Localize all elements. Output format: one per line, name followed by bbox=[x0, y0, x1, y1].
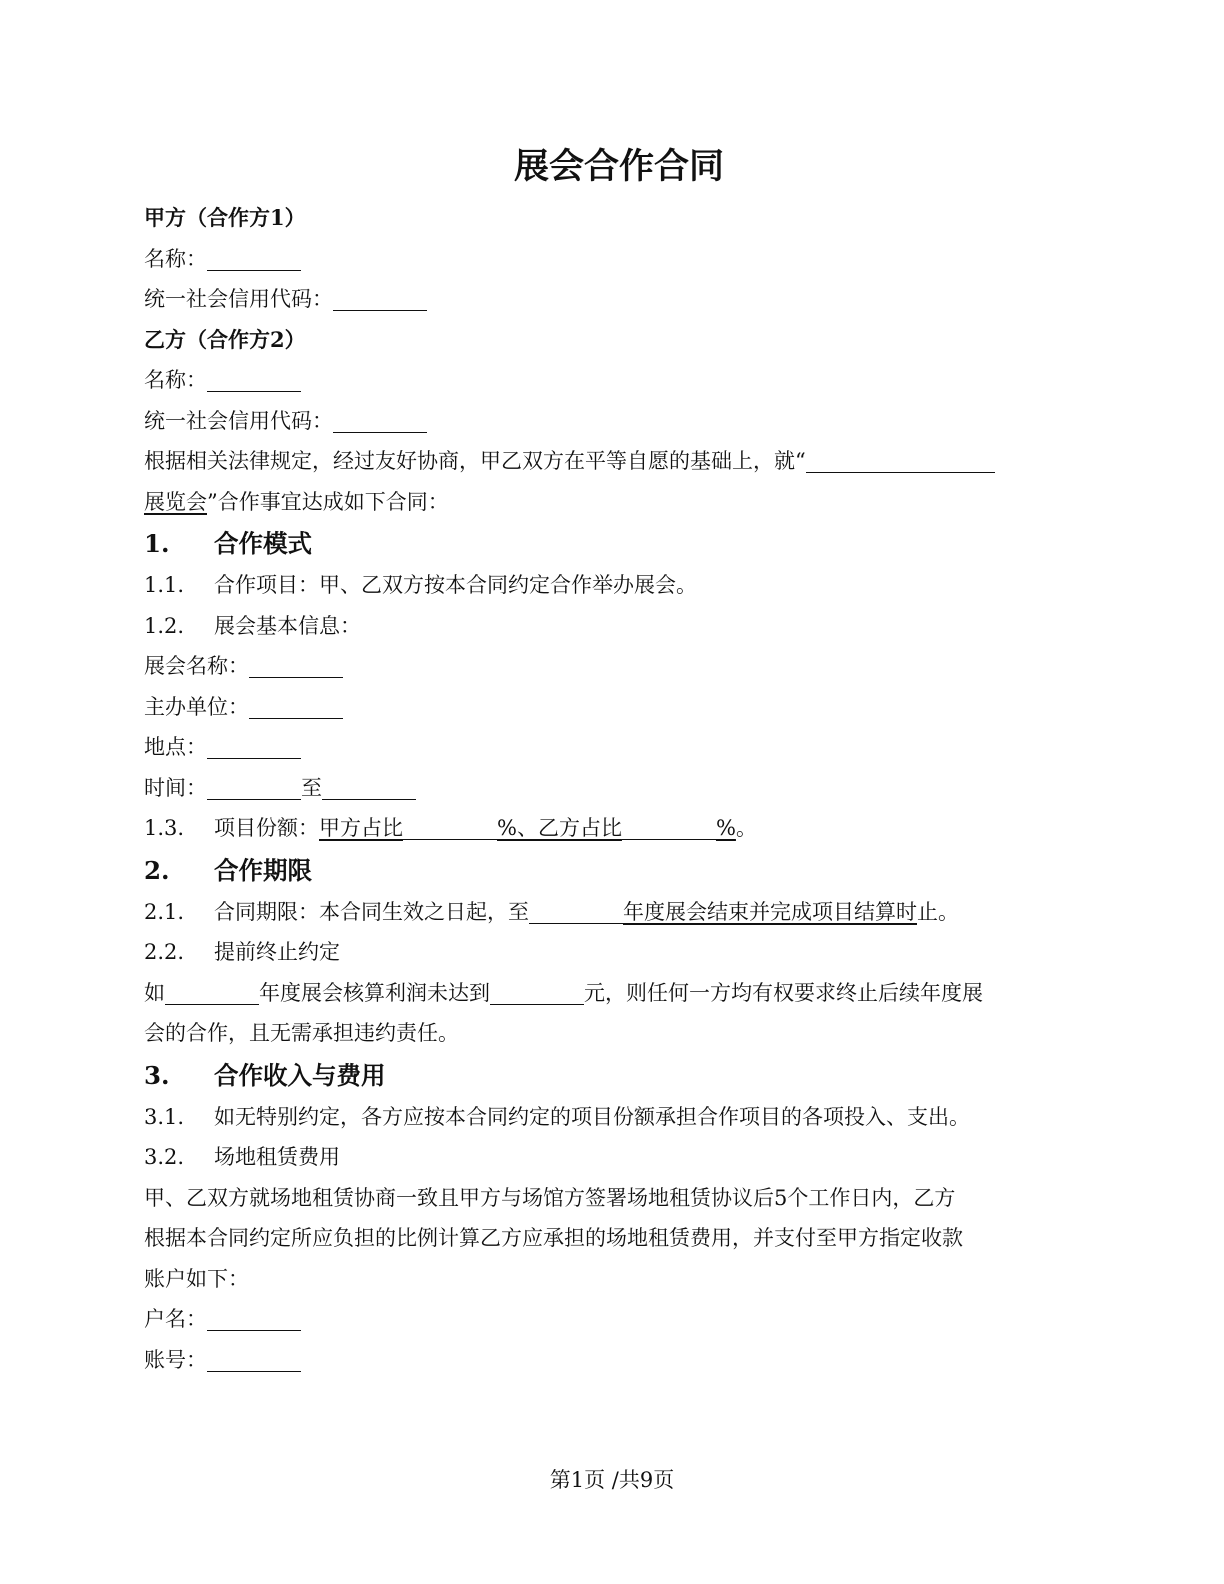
clause-2-1 bbox=[144, 892, 1094, 933]
party-b-credit-row bbox=[144, 401, 1094, 442]
party-b-credit-blank[interactable] bbox=[333, 410, 427, 433]
expo-name-field-blank[interactable] bbox=[249, 655, 343, 678]
clause-text: 如无特别约定，各方应按本合同约定的项目份额承担合作项目的各项投入、支出。 bbox=[214, 1104, 970, 1129]
document-body bbox=[144, 142, 1094, 1380]
party-a-name-label: 名称： bbox=[144, 246, 207, 271]
termination-year-blank[interactable] bbox=[165, 982, 259, 1005]
party-b-name-row bbox=[144, 360, 1094, 401]
term-end: 止。 bbox=[917, 899, 959, 924]
term-underlined: 年度展会结束并完成项目结算时 bbox=[623, 899, 917, 924]
party-a-credit-row bbox=[144, 279, 1094, 320]
rent-line-2: 根据本合同约定所应负担的比例计算乙方应承担的场地租赁费用，并支付至甲方指定收款 bbox=[144, 1226, 963, 1250]
location-row bbox=[144, 727, 1094, 768]
termination-text-d: 会的合作，且无需承担违约责任。 bbox=[144, 1021, 459, 1045]
clause-2-2 bbox=[144, 932, 1094, 973]
clause-number: 3.1. bbox=[144, 1104, 185, 1129]
clause-3-2 bbox=[144, 1137, 1094, 1178]
account-name-label: 户名： bbox=[144, 1307, 207, 1331]
section-1-heading bbox=[144, 522, 1094, 565]
location-label: 地点： bbox=[144, 735, 207, 759]
time-end-blank[interactable] bbox=[322, 777, 416, 800]
party-b-heading: 乙方（合作方2） bbox=[144, 326, 306, 352]
clause-number: 1.2. bbox=[144, 613, 185, 638]
share-label: 项目份额： bbox=[214, 816, 319, 840]
time-label: 时间： bbox=[144, 775, 207, 800]
expo-name-row bbox=[144, 646, 1094, 687]
section-number: 1. bbox=[144, 529, 170, 558]
clause-text: 展会基本信息： bbox=[214, 613, 361, 638]
rent-line-3: 账户如下： bbox=[144, 1266, 249, 1291]
termination-text-a: 如 bbox=[144, 980, 165, 1005]
termination-text-c: 元，则任何一方均有权要求终止后续年度展 bbox=[584, 980, 983, 1005]
clause-number: 1.3. bbox=[144, 816, 185, 840]
section-title: 合作期限 bbox=[214, 855, 312, 885]
section-number: 3. bbox=[144, 1060, 170, 1090]
clause-number: 2.1. bbox=[144, 899, 185, 924]
share-b-blank[interactable] bbox=[622, 817, 716, 840]
intro-paragraph bbox=[144, 441, 1094, 522]
rent-line-1: 甲、乙双方就场地租赁协商一致且甲方与场馆方签署场地租赁协议后5个工作日内，乙方 bbox=[144, 1185, 956, 1210]
time-to: 至 bbox=[301, 775, 322, 800]
document-title: 展会合作合同 bbox=[513, 146, 724, 187]
account-number-blank[interactable] bbox=[207, 1349, 301, 1372]
termination-amount-blank[interactable] bbox=[490, 982, 584, 1005]
party-a-name-blank[interactable] bbox=[207, 248, 301, 271]
clause-number: 1.1. bbox=[144, 573, 185, 597]
section-3-heading bbox=[144, 1054, 1094, 1097]
section-number: 2. bbox=[144, 855, 170, 885]
share-b-label: %、乙方占比 bbox=[497, 816, 622, 840]
termination-paragraph bbox=[144, 973, 1094, 1054]
share-a-label: 甲方占比 bbox=[319, 816, 403, 840]
expo-name-label: 展会名称： bbox=[144, 654, 249, 678]
location-blank[interactable] bbox=[207, 736, 301, 759]
share-a-blank[interactable] bbox=[403, 817, 497, 840]
intro-text-2: ”合作事宜达成如下合同： bbox=[207, 489, 449, 514]
party-a-credit-label: 统一社会信用代码： bbox=[144, 287, 333, 311]
clause-1-3 bbox=[144, 808, 1094, 849]
intro-underlined: 展览会 bbox=[144, 489, 207, 514]
party-b-credit-label: 统一社会信用代码： bbox=[144, 408, 333, 433]
account-name-blank[interactable] bbox=[207, 1308, 301, 1331]
clause-text: 场地租赁费用 bbox=[214, 1145, 340, 1169]
party-b-name-blank[interactable] bbox=[207, 369, 301, 392]
expo-name-blank[interactable] bbox=[806, 450, 995, 473]
share-end: 。 bbox=[735, 816, 757, 840]
clause-1-1 bbox=[144, 565, 1094, 606]
party-a-name-row bbox=[144, 239, 1094, 280]
page-footer: 第1页 /共9页 bbox=[549, 1468, 675, 1492]
account-number-label: 账号： bbox=[144, 1347, 207, 1372]
clause-text: 提前终止约定 bbox=[214, 940, 340, 964]
party-b-name-label: 名称： bbox=[144, 368, 207, 392]
organizer-label: 主办单位： bbox=[144, 694, 249, 719]
account-name-row bbox=[144, 1299, 1094, 1340]
clause-text: 合作项目：甲、乙双方按本合同约定合作举办展会。 bbox=[214, 573, 697, 597]
clause-number: 2.2. bbox=[144, 940, 185, 964]
section-title: 合作模式 bbox=[214, 529, 312, 558]
clause-3-1 bbox=[144, 1097, 1094, 1138]
intro-text-1: 根据相关法律规定，经过友好协商，甲乙双方在平等自愿的基础上，就“ bbox=[144, 449, 806, 473]
party-a-credit-blank[interactable] bbox=[333, 288, 427, 311]
organizer-row bbox=[144, 687, 1094, 728]
organizer-blank[interactable] bbox=[249, 696, 343, 719]
rent-paragraph bbox=[144, 1178, 1094, 1300]
clause-text: 合同期限：本合同生效之日起，至 bbox=[214, 899, 529, 924]
section-title: 合作收入与费用 bbox=[214, 1060, 386, 1090]
time-row bbox=[144, 768, 1094, 809]
section-2-heading bbox=[144, 849, 1094, 892]
party-a-heading: 甲方（合作方1） bbox=[144, 205, 306, 230]
clause-number: 3.2. bbox=[144, 1145, 185, 1169]
termination-text-b: 年度展会核算利润未达到 bbox=[259, 980, 490, 1005]
share-b-percent: % bbox=[715, 816, 736, 840]
time-start-blank[interactable] bbox=[207, 777, 301, 800]
clause-1-2 bbox=[144, 606, 1094, 647]
term-year-blank[interactable] bbox=[529, 901, 623, 924]
account-number-row bbox=[144, 1340, 1094, 1381]
